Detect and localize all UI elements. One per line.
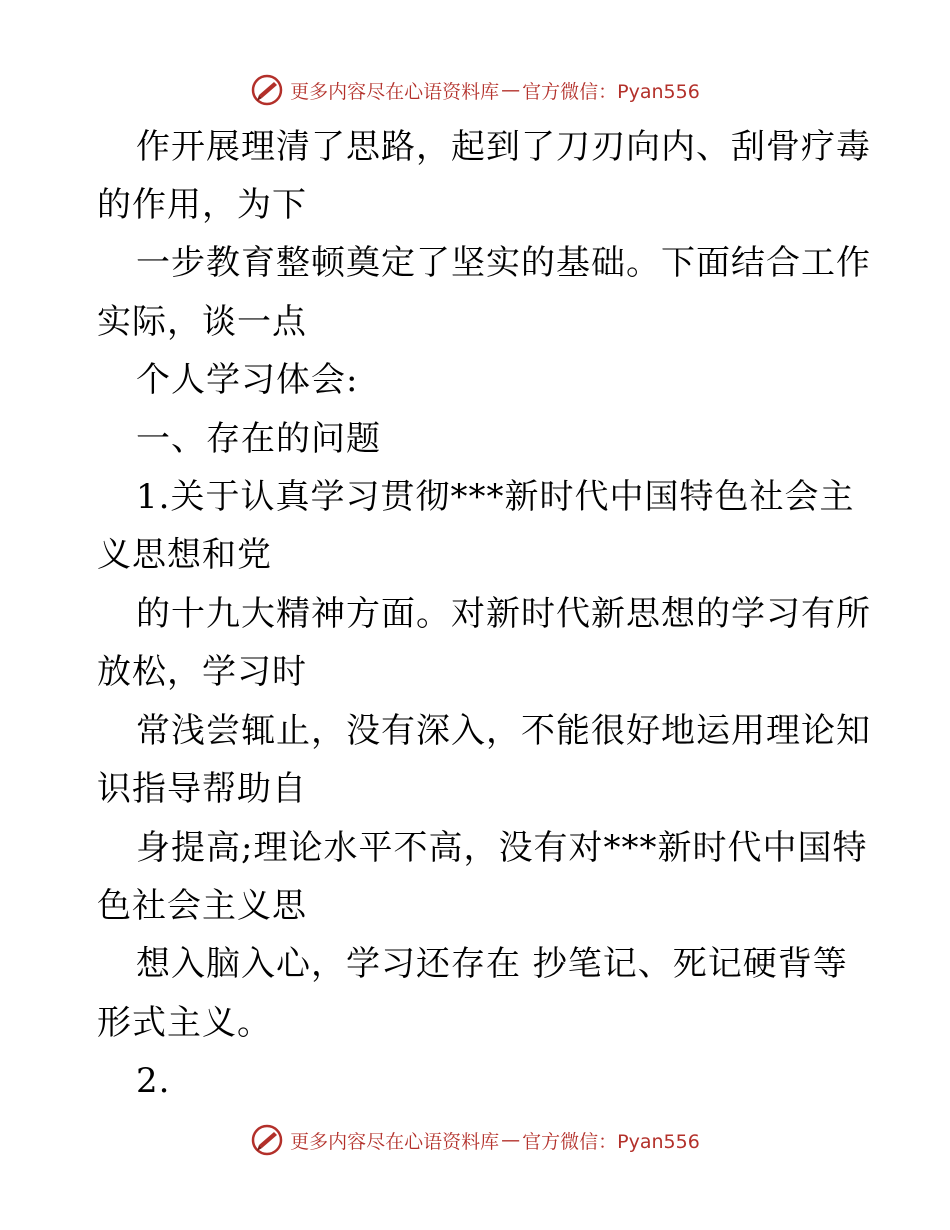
text-line: 1.关于认真学习贯彻***新时代中国特色社会主 [136,477,855,517]
text-line: 形式主义。 [97,1003,272,1043]
text-line: 2. [136,1061,171,1101]
text-line: 识指导帮助自 [97,769,307,809]
header-watermark [0,70,950,110]
section-heading: 一、存在的问题 [136,419,381,459]
text-line: 的十九大精神方面。对新时代新思想的学习有所 [136,594,871,634]
text-line: 色社会主义思 [97,886,307,926]
pen-heart-logo-icon [250,1123,284,1157]
watermark-contact: 官方微信：Pyan556 [522,80,700,103]
text-line: 个人学习体会: [136,360,359,400]
text-line: 的作用，为下 [97,185,307,225]
text-line: 常浅尝辄止，没有深入，不能很好地运用理论知 [136,711,871,751]
watermark-separator: — [501,79,521,101]
text-line: 放松，学习时 [97,652,307,692]
watermark-contact: 官方微信：Pyan556 [522,1130,700,1153]
text-line: 作开展理清了思路，起到了刀刃向内、刮骨疗毒 [136,127,871,167]
watermark-text: 更多内容尽在心语资料库 [290,80,500,103]
text-line: 实际，谈一点 [97,302,307,342]
text-line: 义思想和党 [97,535,272,575]
text-line: 一步教育整顿奠定了坚实的基础。下面结合工作 [136,243,871,283]
pen-heart-logo-icon [250,73,284,107]
watermark-separator: — [501,1129,521,1151]
footer-watermark [0,1120,950,1160]
text-line: 想入脑入心，学习还存在 抄笔记、死记硬背等 [136,944,848,984]
text-line: 身提高;理论水平不高，没有对***新时代中国特 [136,828,868,868]
watermark-text: 更多内容尽在心语资料库 [290,1130,500,1153]
